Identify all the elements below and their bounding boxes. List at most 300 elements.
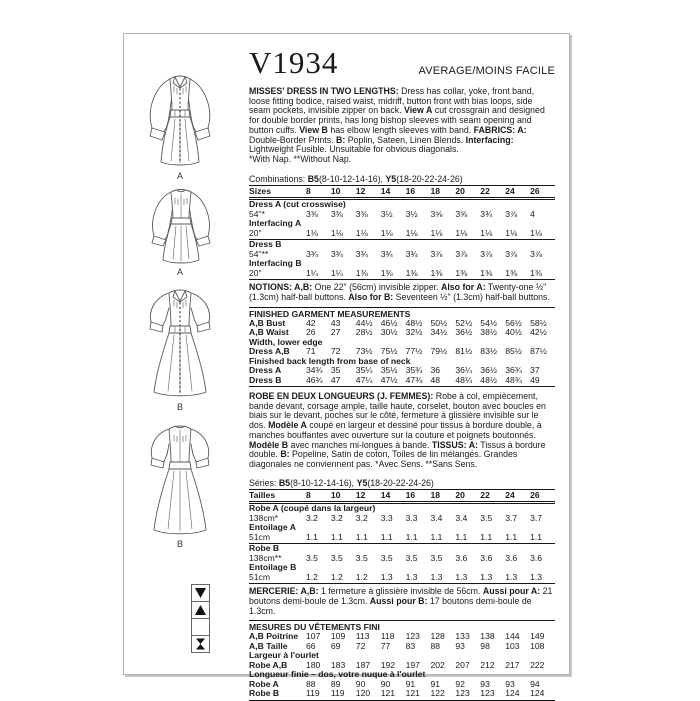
table-cell: 1⅜ xyxy=(455,267,468,278)
table-cell: 180 xyxy=(306,659,321,670)
table-cell: 1¼ xyxy=(330,267,343,278)
table-cell: 1.3 xyxy=(480,571,493,582)
text-segment: has elbow length sleeves with band. xyxy=(327,124,474,135)
table-cell: 123 xyxy=(455,688,470,699)
table-cell: 3⅞ xyxy=(430,248,443,259)
table-cell: 35¼ xyxy=(355,365,373,376)
table-cell: 123 xyxy=(480,688,495,699)
table-cell: 3.4 xyxy=(455,512,468,523)
content-column xyxy=(249,42,555,701)
table-cell: 14 xyxy=(380,185,391,196)
french-description-paragraph xyxy=(249,392,555,470)
table-cell: 1.1 xyxy=(505,531,518,542)
table-cell: 3⅜ xyxy=(355,208,368,219)
table-cell: A,B Poitrine xyxy=(249,631,299,642)
text-segment: (8-10-12-14-16), xyxy=(318,173,386,184)
table-cell: 3.3 xyxy=(380,512,393,523)
table-cell: 1.1 xyxy=(330,531,343,542)
table-cell: 207 xyxy=(455,659,470,670)
table-cell: 22 xyxy=(480,489,490,500)
table-cell: 22 xyxy=(480,185,490,196)
table-cell: 88 xyxy=(306,678,316,689)
table-cell: 20" xyxy=(249,267,262,278)
table-cell: 3.5 xyxy=(355,552,368,563)
table-cell: 1⅛ xyxy=(505,227,518,238)
table-cell: 35¾ xyxy=(405,365,423,376)
up-triangle-icon xyxy=(191,601,210,619)
table-cell: 42½ xyxy=(530,327,547,338)
text-segment: NOTIONS: A,B: xyxy=(249,282,313,293)
text-segment: B5 xyxy=(307,173,319,184)
table-cell: 56½ xyxy=(505,317,522,328)
text-segment: (8-10-12-14-16), xyxy=(290,477,357,488)
text-segment: One 22" (56cm) invisible zipper. xyxy=(312,282,441,293)
text-segment: Interfacing: xyxy=(465,134,514,145)
text-segment: Lightweight Fusible. Unsuitable for obvious diagonals. xyxy=(249,144,459,155)
dress-a-front-illustration xyxy=(144,70,216,170)
table-cell: 1⅛ xyxy=(380,227,393,238)
table-cell: 87½ xyxy=(530,346,547,357)
table-cell: 3¾ xyxy=(306,248,318,259)
table-row xyxy=(249,229,555,241)
text-segment: FABRICS: A: xyxy=(473,124,527,135)
table-cell: 10 xyxy=(330,185,341,196)
table-cell: 49 xyxy=(530,374,540,385)
table-cell: 124 xyxy=(530,688,545,699)
table-cell: 3¾ xyxy=(480,208,493,219)
table-cell: 88 xyxy=(430,640,441,651)
text-segment: Double-Border Prints. xyxy=(249,134,337,145)
table-cell: 1.1 xyxy=(405,531,418,542)
table-cell: 38½ xyxy=(480,327,498,338)
table-cell: 93 xyxy=(455,640,465,651)
table-cell: 51cm xyxy=(249,531,271,542)
table-cell: 91 xyxy=(430,678,441,689)
table-cell: 1.1 xyxy=(530,531,543,542)
text-segment: TISSUS: A: xyxy=(431,439,478,450)
table-cell: 1⅜ xyxy=(355,267,368,278)
table-cell: Dress A (cut crosswise) xyxy=(249,199,346,210)
table-cell: 28½ xyxy=(355,327,373,338)
table-cell: 47¼ xyxy=(355,374,373,385)
table-cell: 3½ xyxy=(380,208,393,219)
notions-paragraph xyxy=(249,283,555,302)
table-cell: Robe A xyxy=(249,678,279,689)
table-cell: 1⅛ xyxy=(330,227,343,238)
pattern-instruction-sheet xyxy=(123,33,570,699)
table-cell: 47½ xyxy=(380,374,398,385)
table-cell: 3.7 xyxy=(530,512,543,523)
table-cell: 3¾ xyxy=(330,248,343,259)
table-cell: 1⅜ xyxy=(480,267,493,278)
table-cell: 128 xyxy=(430,631,445,642)
table-cell: 187 xyxy=(355,659,371,670)
table-cell: 3⅝ xyxy=(455,208,468,219)
table-cell: 119 xyxy=(306,688,320,699)
table-cell: Dress A xyxy=(249,365,282,376)
table-cell: 36 xyxy=(430,365,441,376)
table-cell: 1⅛ xyxy=(430,227,443,238)
table-cell: Sizes xyxy=(249,185,271,196)
table-cell: 20 xyxy=(455,185,465,196)
table-cell: 202 xyxy=(430,659,445,670)
table-cell: 34¾ xyxy=(306,365,323,376)
table-cell: 54"** xyxy=(249,248,269,259)
table-cell: 1.1 xyxy=(306,531,318,542)
text-segment: Popeline, Satin de coton, Toiles de lin mélangés. Grandes diagonales ne conviennent pas. *Avec Sens. **Sans Sens. xyxy=(249,449,518,469)
series-line xyxy=(249,478,555,488)
table-cell: 37 xyxy=(530,365,540,376)
text-segment: coupé en largeur et dessiné pour tissus à bordure double, à manches bouffantes avec ouverture sur la couture et poignets boutonnés. xyxy=(249,420,542,440)
table-cell: 51cm xyxy=(249,571,271,582)
table-cell: 24 xyxy=(505,185,515,196)
table-row xyxy=(249,489,555,505)
text-segment: 1 fermeture à glissière invisible de 56cm. xyxy=(318,586,483,597)
hourglass-icon xyxy=(191,635,210,653)
table-cell: 109 xyxy=(330,631,346,642)
table-cell: 83 xyxy=(405,640,416,651)
table-cell: 26 xyxy=(530,185,540,196)
table-cell: 1.3 xyxy=(380,571,393,582)
table-cell: 48½ xyxy=(405,317,423,328)
table-cell: A,B Bust xyxy=(249,317,286,328)
table-cell: 94 xyxy=(530,678,540,689)
table-cell: 48¾ xyxy=(505,374,522,385)
table-cell: 16 xyxy=(405,185,416,196)
table-cell: 1¼ xyxy=(306,267,318,278)
table-cell: 3⅝ xyxy=(430,208,443,219)
table-cell: Entoilage A xyxy=(249,522,296,533)
text-segment: Aussi pour A: xyxy=(482,586,541,597)
table-cell: 72 xyxy=(355,640,366,651)
text-segment: 21 boutons demi-boule de 1.3cm. xyxy=(249,586,553,606)
mercerie-paragraph xyxy=(249,587,555,616)
text-segment: Y5 xyxy=(385,173,397,184)
finished-measurements-table-metric xyxy=(249,632,555,701)
text-segment: Combinations: xyxy=(249,173,308,184)
text-segment: View A xyxy=(404,105,433,116)
difficulty-label: AVERAGE/MOINS FACILE xyxy=(418,65,555,77)
table-cell: 47 xyxy=(330,374,341,385)
table-cell: 26 xyxy=(306,327,316,338)
table-cell: 46¾ xyxy=(306,374,323,385)
table-cell: 18 xyxy=(430,489,441,500)
table-cell: 90 xyxy=(380,678,391,689)
text-segment: MISSES' DRESS IN TWO LENGTHS: xyxy=(249,86,399,96)
yardage-table-imperial xyxy=(249,185,555,281)
table-cell: 48 xyxy=(430,374,441,385)
table-cell: Interfacing B xyxy=(249,258,302,269)
table-row xyxy=(249,573,555,585)
table-cell: Robe B xyxy=(249,543,280,554)
table-cell: 1.3 xyxy=(505,571,518,582)
text-segment: Poplin, Sateen, Linen Blends. xyxy=(345,134,466,145)
table-cell: 149 xyxy=(530,631,545,642)
table-cell: 32½ xyxy=(405,327,423,338)
table-cell: 1⅜ xyxy=(505,267,518,278)
down-triangle-icon xyxy=(191,584,210,602)
table-cell: 3.5 xyxy=(380,552,393,563)
table-cell: 3.6 xyxy=(455,552,468,563)
table-cell: 122 xyxy=(430,688,445,699)
table-cell: 81½ xyxy=(455,346,473,357)
table-cell: Dress B xyxy=(249,374,282,385)
dress-b-front-illustration xyxy=(140,284,220,400)
table-cell: A,B Taille xyxy=(249,640,288,651)
table-cell: 1⅛ xyxy=(480,227,493,238)
table-cell: 8 xyxy=(306,489,311,500)
table-cell: 77 xyxy=(380,640,391,651)
table-cell: 3¾ xyxy=(405,248,418,259)
table-cell: 44½ xyxy=(355,317,373,328)
table-cell: 1⅜ xyxy=(405,267,418,278)
table-cell: 103 xyxy=(505,640,520,651)
table-cell: 3.5 xyxy=(330,552,343,563)
text-segment: Y5 xyxy=(356,477,368,488)
text-segment: Aussi pour B: xyxy=(369,595,428,606)
table-cell: 4 xyxy=(530,208,535,219)
table-cell: 138cm* xyxy=(249,512,279,523)
table-cell: 1.1 xyxy=(480,531,493,542)
text-segment: Also for B: xyxy=(348,291,394,302)
table-cell: 27 xyxy=(330,327,341,338)
table-cell: 10 xyxy=(330,489,341,500)
view-a-label: A xyxy=(176,171,183,181)
table-cell: Robe A,B xyxy=(249,659,288,670)
table-cell: 212 xyxy=(480,659,495,670)
printer-registration-marks xyxy=(191,585,210,653)
table-cell: 77½ xyxy=(405,346,423,357)
table-row xyxy=(249,376,555,388)
table-cell: 1⅛ xyxy=(405,227,418,238)
description-paragraph xyxy=(249,87,555,165)
table-cell: 18 xyxy=(430,185,441,196)
table-cell: 3.4 xyxy=(430,512,443,523)
table-cell: 90 xyxy=(355,678,366,689)
text-segment: Also for A: xyxy=(440,282,486,293)
pattern-number-title: V1934 xyxy=(249,45,339,80)
table-cell: 3⅜ xyxy=(330,208,343,219)
table-cell: 24 xyxy=(505,489,515,500)
table-cell: 12 xyxy=(355,489,366,500)
table-cell: 3.5 xyxy=(480,512,493,523)
table-cell: 3.7 xyxy=(505,512,518,523)
table-cell: 36¾ xyxy=(505,365,522,376)
table-cell: 124 xyxy=(505,688,520,699)
table-cell: 1⅛ xyxy=(306,227,318,238)
table-cell: 30½ xyxy=(380,327,398,338)
table-cell: 47¾ xyxy=(405,374,423,385)
table-cell: 1.1 xyxy=(355,531,368,542)
table-cell: 138cm** xyxy=(249,552,282,563)
table-cell: 121 xyxy=(380,688,396,699)
table-cell: 91 xyxy=(405,678,416,689)
table-cell: 54"* xyxy=(249,208,265,219)
table-cell: 120 xyxy=(355,688,371,699)
table-cell: 1.3 xyxy=(430,571,443,582)
header-row xyxy=(249,42,555,78)
table-cell: 54½ xyxy=(480,317,498,328)
table-cell: 3.6 xyxy=(530,552,543,563)
table-cell: 183 xyxy=(330,659,346,670)
table-cell: 93 xyxy=(505,678,515,689)
mesures-title: MESURES DU VÊTEMENTS FINI xyxy=(249,620,555,632)
table-cell: Dress A,B xyxy=(249,346,290,357)
table-cell: 3.6 xyxy=(505,552,518,563)
text-segment: Twenty-one ½" (1.3cm) half-ball buttons. xyxy=(249,282,547,302)
table-cell: 107 xyxy=(306,631,321,642)
table-cell: 3.2 xyxy=(306,512,318,523)
table-cell: 8 xyxy=(306,185,311,196)
table-cell: 118 xyxy=(380,631,395,642)
table-cell: 85½ xyxy=(505,346,522,357)
table-cell: 40½ xyxy=(505,327,522,338)
table-cell: 1⅛ xyxy=(530,227,543,238)
table-cell: Robe A (coupé dans la largeur) xyxy=(249,503,376,514)
table-cell: 123 xyxy=(405,631,420,642)
table-cell: 72 xyxy=(330,346,341,357)
table-cell: Longueur finie – dos, votre nuque à l'ourlet xyxy=(249,669,426,680)
table-cell: Largeur à l'ourlet xyxy=(249,650,319,661)
table-cell: 1.3 xyxy=(530,571,543,582)
table-cell: 92 xyxy=(455,678,465,689)
table-cell: 1⅛ xyxy=(355,227,368,238)
table-cell: 48¼ xyxy=(455,374,473,385)
text-segment: cut crossgrain and designed for double border prints, has long bishop sleeves with seam opening and button cuffs. xyxy=(249,105,545,135)
table-cell: 1.1 xyxy=(455,531,468,542)
table-cell: 42 xyxy=(306,317,316,328)
table-cell: 108 xyxy=(530,640,545,651)
table-cell: 20" xyxy=(249,227,262,238)
table-cell: 58½ xyxy=(530,317,547,328)
table-cell: 3¾ xyxy=(355,248,368,259)
table-cell: 36½ xyxy=(455,327,473,338)
table-cell: 3.2 xyxy=(355,512,368,523)
table-cell: 1.2 xyxy=(306,571,318,582)
combinations-line xyxy=(249,174,555,184)
table-cell: 20 xyxy=(455,489,465,500)
table-cell: 217 xyxy=(505,659,520,670)
table-cell: 192 xyxy=(380,659,396,670)
table-cell: 83½ xyxy=(480,346,498,357)
text-segment: 17 boutons demi-boule de 1.3cm. xyxy=(249,595,532,616)
table-cell: 69 xyxy=(330,640,341,651)
table-cell: 50½ xyxy=(430,317,448,328)
text-segment: Modèle B xyxy=(249,439,289,450)
table-cell: 133 xyxy=(455,631,470,642)
table-cell: 3⅜ xyxy=(306,208,318,219)
table-cell: 3.5 xyxy=(405,552,418,563)
table-row xyxy=(249,533,555,545)
text-segment: avec manches mi-longues à bande. xyxy=(288,439,432,450)
table-cell: 52½ xyxy=(455,317,473,328)
table-cell: 197 xyxy=(405,659,420,670)
table-cell: 3½ xyxy=(405,208,418,219)
finished-measurements-title: FINISHED GARMENT MEASUREMENTS xyxy=(249,307,555,319)
text-segment: Robe à col, empiècement, bande devant, corsage ample, taille haute, corselet, bouton avec boucles en biais sur le devant, poches sur le côté, fermeture à glissière invisible sur le dos. xyxy=(249,391,546,431)
table-cell: 43 xyxy=(330,317,341,328)
text-segment: Seventeen ½" (1.3cm) half-ball buttons. xyxy=(393,291,550,302)
text-segment: View B xyxy=(299,124,328,135)
table-cell: 3⅞ xyxy=(505,208,518,219)
table-cell: 3⅞ xyxy=(505,248,518,259)
table-cell: 35½ xyxy=(380,365,398,376)
text-segment: (18-20-22-24-26) xyxy=(396,173,463,184)
table-cell: 1.3 xyxy=(455,571,468,582)
table-cell: 79½ xyxy=(430,346,448,357)
table-cell: 16 xyxy=(405,489,416,500)
table-cell: 98 xyxy=(480,640,490,651)
table-cell: 46½ xyxy=(380,317,398,328)
table-cell: 73½ xyxy=(355,346,373,357)
table-cell: Interfacing A xyxy=(249,218,302,229)
text-segment: Tissus à bordure double. xyxy=(249,439,546,460)
table-row xyxy=(249,269,555,281)
dress-b-back-illustration xyxy=(142,420,218,538)
table-row xyxy=(249,185,555,201)
text-segment: Modèle A xyxy=(268,420,307,431)
table-cell: 36½ xyxy=(480,365,498,376)
table-cell: 113 xyxy=(355,631,370,642)
table-cell: 3.5 xyxy=(306,552,318,563)
table-cell: 3.6 xyxy=(480,552,493,563)
table-cell: 1⅜ xyxy=(430,267,443,278)
table-cell: 3.5 xyxy=(430,552,443,563)
table-cell: 1⅜ xyxy=(380,267,393,278)
table-cell: 34½ xyxy=(430,327,448,338)
table-cell: 14 xyxy=(380,489,391,500)
table-cell: 1⅜ xyxy=(530,267,543,278)
text-segment: Séries: xyxy=(249,477,279,488)
view-a-label: A xyxy=(176,267,183,277)
table-cell: 1⅛ xyxy=(455,227,468,238)
table-cell: 1.2 xyxy=(355,571,368,582)
table-cell: Tailles xyxy=(249,489,276,500)
table-cell: 119 xyxy=(330,688,345,699)
table-cell: 1.1 xyxy=(430,531,443,542)
table-cell: 26 xyxy=(530,489,540,500)
table-cell: 48½ xyxy=(480,374,498,385)
table-cell: A,B Waist xyxy=(249,327,289,338)
table-cell: 1.3 xyxy=(405,571,418,582)
table-row xyxy=(249,689,555,701)
table-cell: Finished back length from base of neck xyxy=(249,355,411,366)
table-cell: 3.2 xyxy=(330,512,343,523)
table-cell: 71 xyxy=(306,346,316,357)
text-segment: ROBE EN DEUX LONGUEURS (J. FEMMES): xyxy=(249,391,434,402)
yardage-table-metric xyxy=(249,489,555,585)
table-cell: Robe B xyxy=(249,688,280,699)
view-b-label: B xyxy=(176,402,183,412)
table-cell: 3¾ xyxy=(380,248,393,259)
table-cell: 3⅞ xyxy=(480,248,493,259)
table-cell: 121 xyxy=(405,688,420,699)
table-cell: 36¼ xyxy=(455,365,473,376)
table-cell: Width, lower edge xyxy=(249,336,323,347)
table-cell: 3⅞ xyxy=(455,248,468,259)
table-cell: Entoilage B xyxy=(249,562,297,573)
text-segment: B: xyxy=(336,134,346,145)
text-segment: Dress has collar, yoke, front band, loose fitting bodice, raised waist, midriff, button front with bias loops, side seam pockets, invisible zipper on back. xyxy=(249,86,535,116)
table-cell: 12 xyxy=(355,185,366,196)
text-segment: *With Nap. **Without Nap. xyxy=(249,153,352,164)
table-cell: 89 xyxy=(330,678,341,689)
table-cell: 222 xyxy=(530,659,545,670)
table-cell: 144 xyxy=(505,631,520,642)
table-cell: 1.1 xyxy=(380,531,393,542)
text-segment: MERCERIE: A,B: xyxy=(249,586,319,597)
table-cell: 3.3 xyxy=(405,512,418,523)
